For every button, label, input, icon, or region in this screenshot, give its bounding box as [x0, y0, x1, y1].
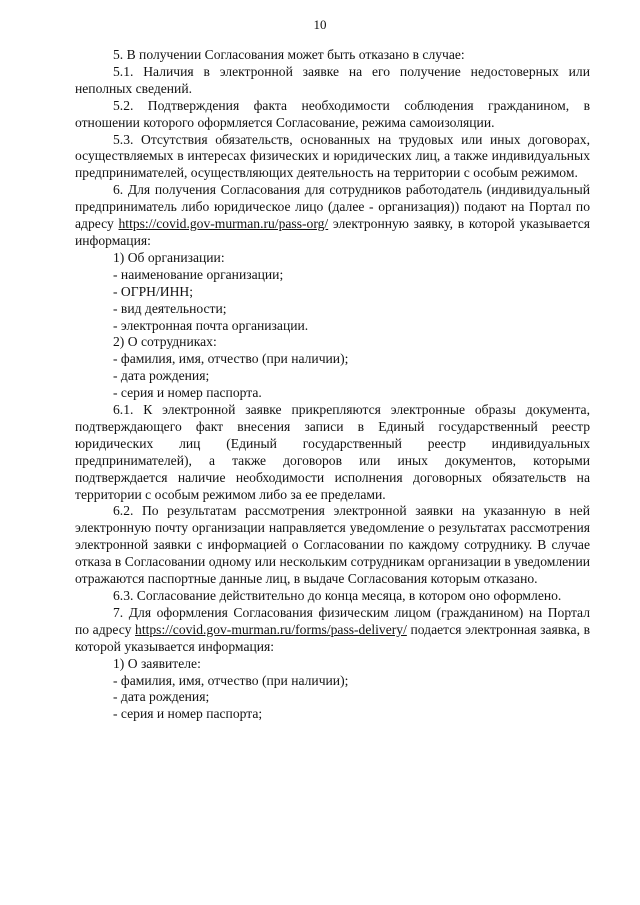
list-item: - вид деятельности;	[113, 300, 227, 316]
list-item: - ОГРН/ИНН;	[113, 283, 193, 299]
paragraph-6-1: 6.1. К электронной заявке прикрепляются электронные образы документа, подтверждающего факт внесения записи в Единый государственный реестр юридических лиц (Единый государственный реестр индивидуальных предпринимателей), а также договоров или иных документов, которыми подтверждается наличие необходимости исполнения договорных обязательств на территории с особым режимом либо за ее пределами.	[75, 402, 590, 502]
paragraph-5: 5. В получении Согласования может быть отказано в случае:	[113, 47, 465, 62]
list-item: - дата рождения;	[113, 689, 210, 705]
list-item: - серия и номер паспорта;	[113, 706, 263, 722]
document-body	[75, 47, 590, 723]
org-list-heading: 1) Об организации:	[113, 249, 225, 265]
paragraph-6-text-after: электронную заявку, в которой указывается информация:	[75, 216, 590, 248]
list-item: - наименование организации;	[113, 266, 284, 282]
pass-delivery-link[interactable]: https://covid.gov-murman.ru/forms/pass-delivery/	[135, 621, 407, 637]
applicant-list-heading: 1) О заявителе:	[113, 655, 201, 671]
list-item: - фамилия, имя, отчество (при наличии);	[113, 672, 349, 688]
paragraph-6-2: 6.2. По результатам рассмотрения электронной заявки на указанную в ней электронную почту организации направляется уведомление о результатах рассмотрения электронной заявки с информацией о Согласовании по каждому сотруднику. В случае отказа в Согласовании одному или нескольким сотрудникам организации в уведомлении отражаются паспортные данные лиц, в выдаче Согласования которым отказано.	[75, 503, 590, 587]
paragraph-6-text-before: 6. Для получения Согласования для сотрудников работодатель (индивидуальный предприниматель либо юридическое лицо (далее - организация)) подают на Портал по адресу	[75, 182, 590, 232]
list-item: - дата рождения;	[113, 368, 210, 384]
pass-org-link[interactable]: https://covid.gov-murman.ru/pass-org/	[118, 216, 329, 232]
paragraph-5-1: 5.1. Наличия в электронной заявке на его получение недостоверных или неполных сведений.	[75, 63, 590, 96]
list-item: - электронная почта организации.	[113, 317, 309, 333]
employee-list-heading: 2) О сотрудниках:	[113, 334, 217, 350]
page-number: 10	[313, 17, 327, 32]
paragraph-7	[75, 605, 590, 656]
paragraph-6-3: 6.3. Согласование действительно до конца месяца, в котором оно оформлено.	[113, 588, 562, 603]
list-item: - фамилия, имя, отчество (при наличии);	[113, 351, 349, 367]
paragraph-5-2: 5.2. Подтверждения факта необходимости соблюдения гражданином, в отношении которого оформляется Согласование, режима самоизоляции.	[75, 97, 590, 130]
paragraph-7-text-after: подается электронная заявка, в которой указывается информация:	[75, 621, 590, 654]
paragraph-5-3: 5.3. Отсутствия обязательств, основанных на трудовых или иных договорах, осуществляемых в интересах физических и юридических лиц, а также индивидуальных предпринимателей, осуществляющих деятельность на территории с особым режимом.	[75, 131, 590, 181]
paragraph-6	[75, 182, 590, 250]
list-item: - серия и номер паспорта.	[113, 385, 262, 401]
paragraph-7-text-before: 7. Для оформления Согласования физическим лицом (гражданином) на Портал по адресу	[75, 604, 590, 637]
